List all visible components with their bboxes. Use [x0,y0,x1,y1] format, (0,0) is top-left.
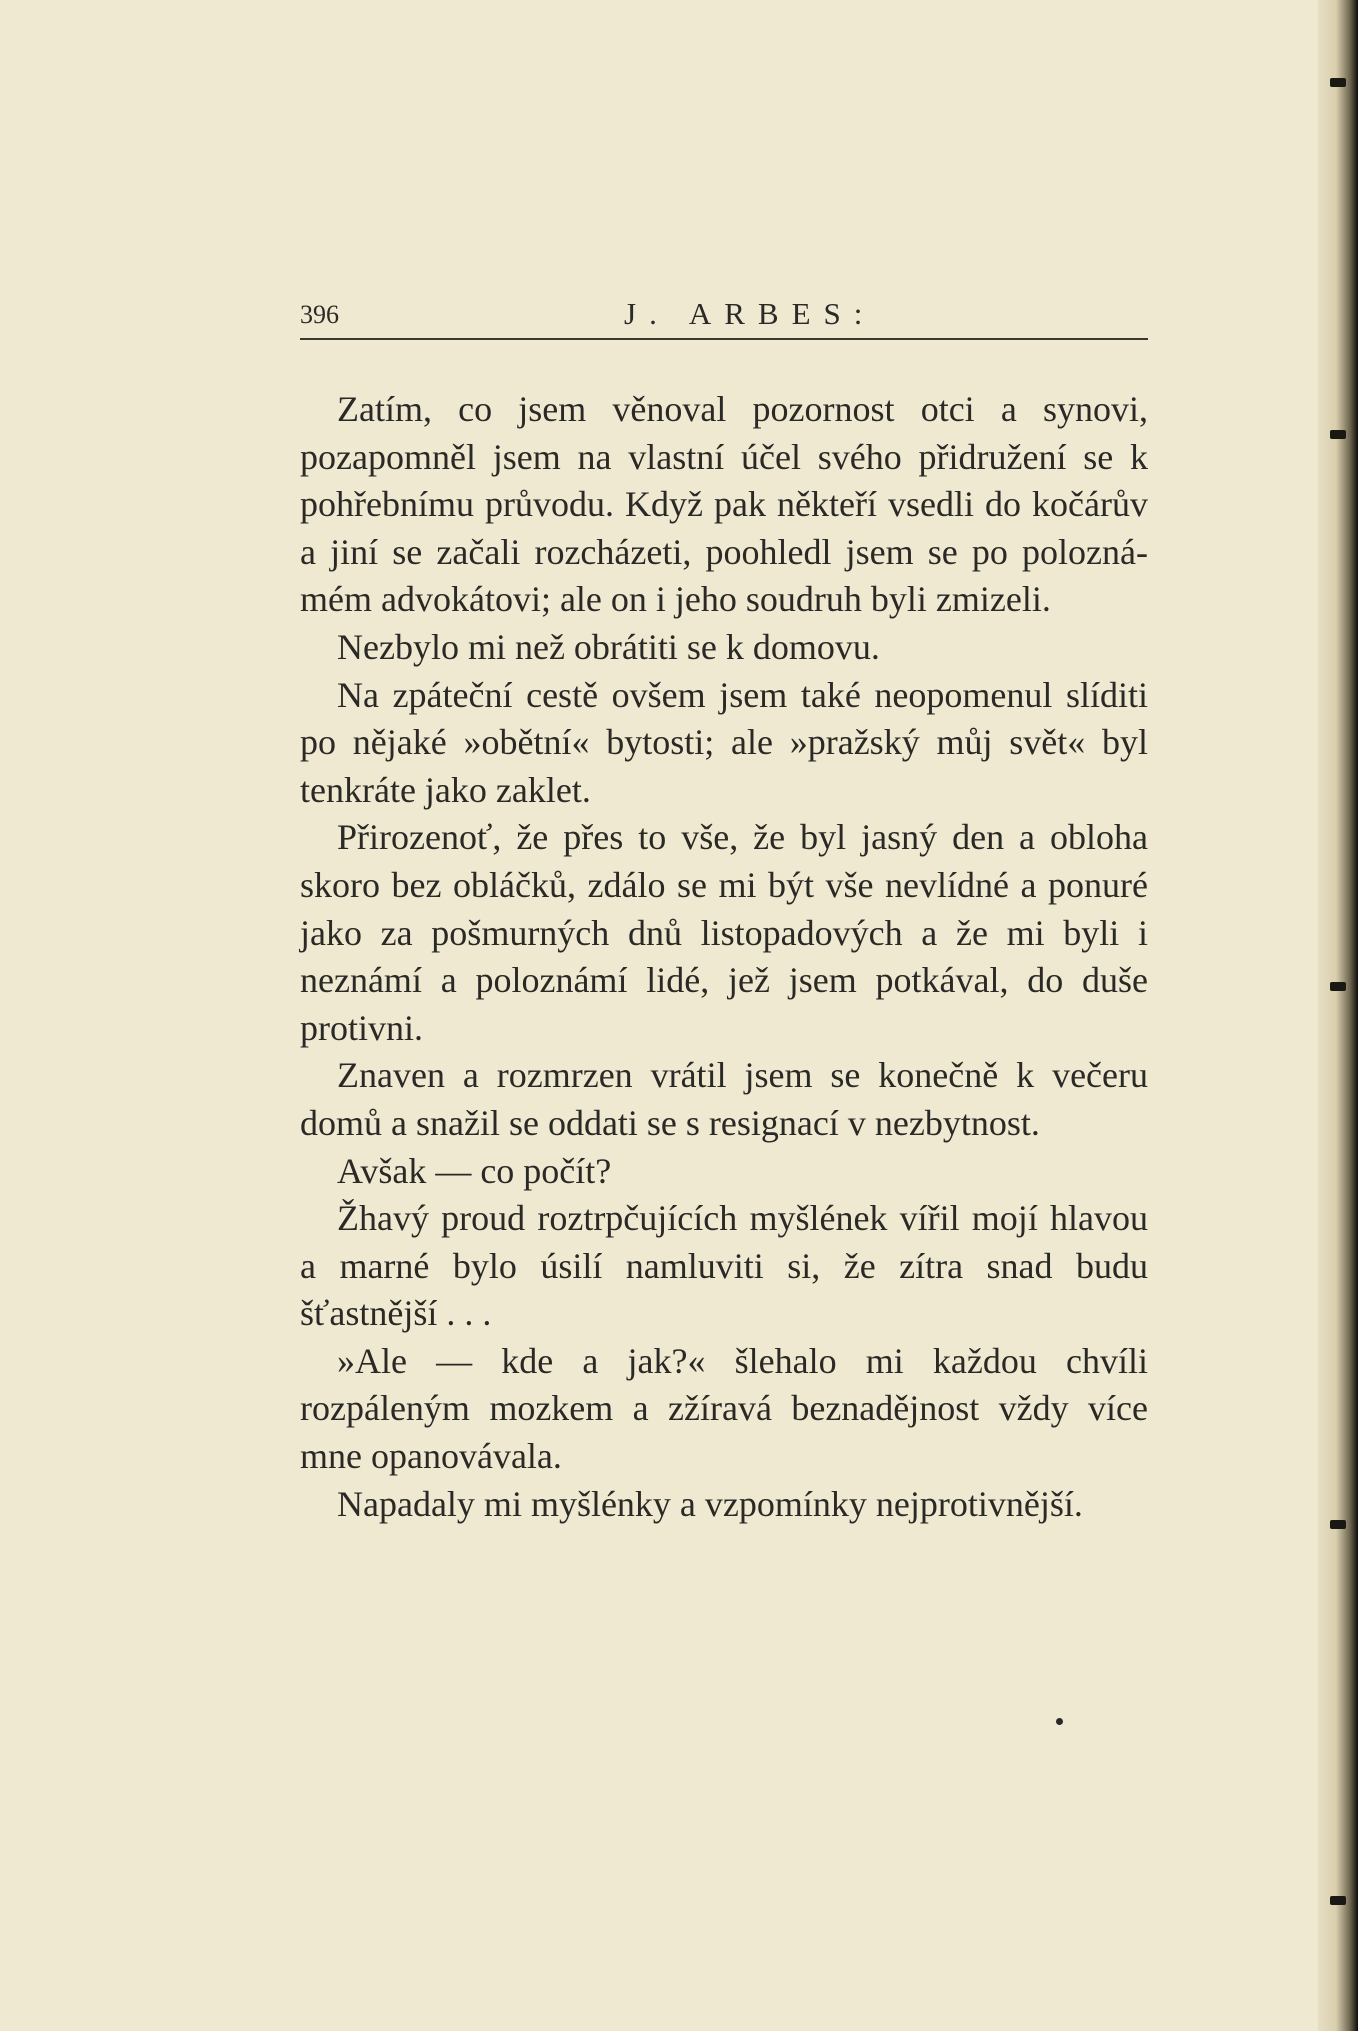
paragraph: Zatím, co jsem věnoval pozornost otci a synovi, pozapomněl jsem na vlastní účel svého přidružení se k pohřebnímu průvodu. Když pak někteří vsedli do kočárův a jiní se začali rozcházeti, poohledl jsem se po poloznámém advokátovi; ale on i jeho soudruh byli zmizeli. [300,389,1148,620]
page-header [300,292,1148,334]
page-binding-edge [1318,0,1358,2031]
binding-mark [1330,78,1346,87]
binding-mark [1330,982,1346,991]
paragraph: Napadaly mi myšlénky a vzpomínky nejprotivnější. [337,1483,1083,1524]
binding-mark [1330,430,1346,439]
paragraph: Přirozenoť, že přes to vše, že byl jasný den a obloha skoro bez obláčků, zdálo se mi být vše nevlídné a ponuré jako za pošmurných dnů listopadových a že mi byli i neznámí a poloznámí lidé, jež jsem potkával, do duše protivni. [300,817,1148,1048]
paragraph: Znaven a rozmrzen vrátil jsem se konečně k večeru domů a snažil se oddati se s resignací v nezbytnost. [300,1055,1148,1143]
ink-speck [1056,1718,1063,1725]
paragraph: Nezbylo mi než obrátiti se k domovu. [337,626,880,667]
body-text [300,386,1148,1528]
paragraph: Na zpáteční cestě ovšem jsem také neopomenul slíditi po nějaké »obětní« bytosti; ale »pražský můj svět« byl tenkráte jako zaklet. [300,674,1148,810]
paragraph: Avšak — co počít? [337,1150,612,1191]
paragraph: »Ale — kde a jak?« šlehalo mi každou chvíli rozpáleným mozkem a zžíravá beznadějnost vždy více mne opanovávala. [300,1340,1148,1477]
binding-mark [1330,1896,1346,1905]
binding-mark [1330,1520,1346,1529]
page-number: 396 [300,300,339,329]
header-rule [300,338,1148,340]
running-head: J. ARBES: [624,296,876,331]
paragraph: Žhavý proud roztrpčujících myšlének vířil mojí hlavou a marné bylo úsilí namluviti si, že zítra snad budu šťastnější . . . [300,1198,1148,1334]
